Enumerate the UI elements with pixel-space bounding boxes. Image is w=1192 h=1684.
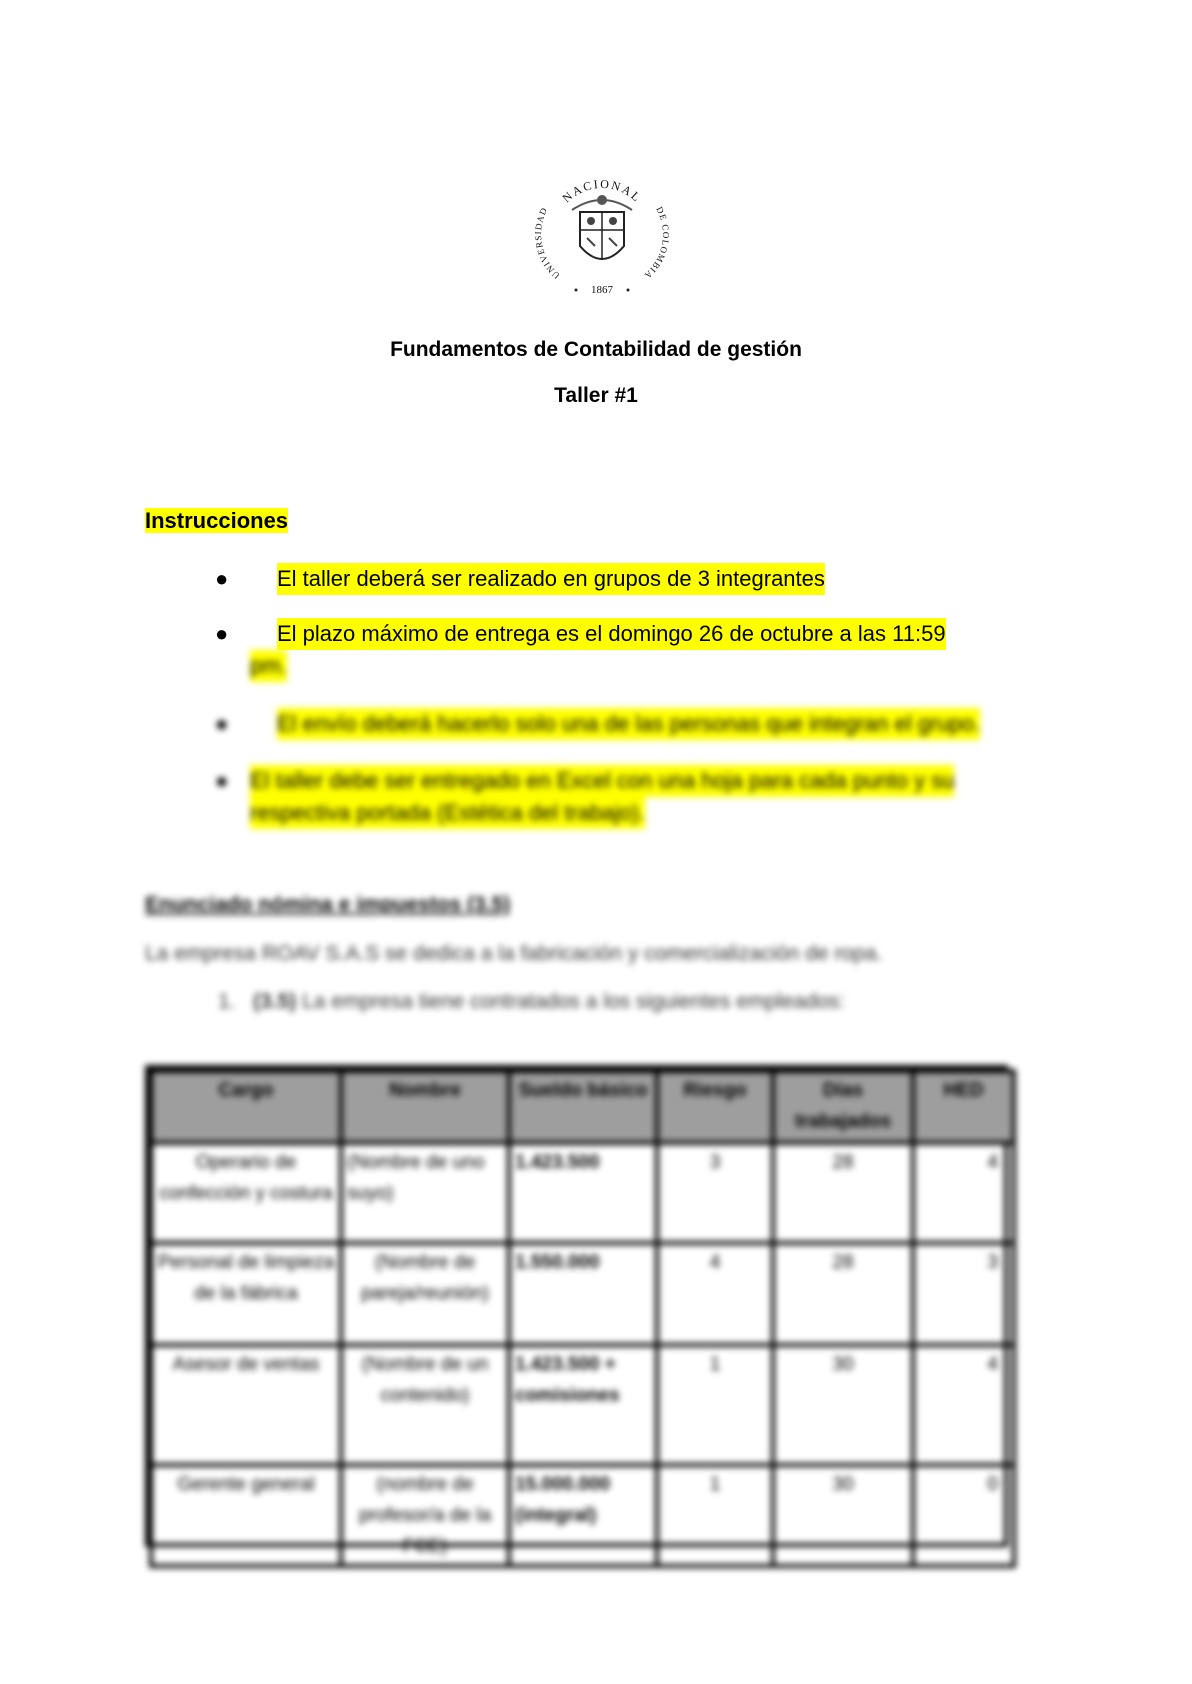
cell-cargo: Asesor de ventas bbox=[151, 1345, 341, 1465]
document-title: Fundamentos de Contabilidad de gestión bbox=[390, 338, 802, 361]
column-header-nombre: Nombre bbox=[341, 1071, 509, 1143]
column-header-hed: HED bbox=[913, 1071, 1014, 1143]
cell-dias: 28 bbox=[773, 1143, 913, 1243]
seal-right-text: DE COLOMBIA bbox=[642, 205, 671, 282]
instructions-heading: Instrucciones bbox=[145, 508, 289, 533]
seal-top-text: NACIONAL bbox=[559, 176, 645, 206]
instruction-item bbox=[215, 708, 1065, 742]
cell-riesgo: 1 bbox=[657, 1345, 773, 1465]
cell-hed: 3 bbox=[913, 1243, 1014, 1345]
enunciado-item-number: 1. bbox=[218, 990, 236, 1013]
cell-sueldo: 15.000.000 (integral) bbox=[509, 1465, 657, 1566]
seal-year: 1867 bbox=[591, 284, 613, 296]
cell-hed: 4 bbox=[913, 1143, 1014, 1243]
column-header-riesgo: Riesgo bbox=[657, 1071, 773, 1143]
cell-riesgo: 3 bbox=[657, 1143, 773, 1243]
cell-sueldo: 1.423.500 bbox=[509, 1143, 657, 1243]
enunciado-item-text: La empresa tiene contratados a los siguientes empleados: bbox=[302, 990, 845, 1013]
cell-riesgo: 4 bbox=[657, 1243, 773, 1345]
cell-cargo: Gerente general bbox=[151, 1465, 341, 1566]
cell-dias: 30 bbox=[773, 1465, 913, 1566]
seal-left-text: UNIVERSIDAD bbox=[533, 205, 562, 281]
table-row bbox=[151, 1243, 1014, 1345]
cell-hed: 0 bbox=[913, 1465, 1014, 1566]
cell-riesgo: 1 bbox=[657, 1465, 773, 1566]
cell-nombre: (Nombre de pareja/reunión) bbox=[341, 1243, 509, 1345]
cell-cargo: Operario de confección y costura bbox=[151, 1143, 341, 1243]
cell-nombre: (Nombre de un contenido) bbox=[341, 1345, 509, 1465]
cell-sueldo: 1.550.000 bbox=[509, 1243, 657, 1345]
cell-sueldo: 1.423.500 + comisiones bbox=[509, 1345, 657, 1465]
instruction-text-continued: respectiva portada (Estética del trabajo). bbox=[250, 797, 645, 829]
column-header-dias: Días trabajados bbox=[773, 1071, 913, 1143]
cell-hed: 4 bbox=[913, 1345, 1014, 1465]
instruction-item bbox=[215, 563, 1065, 597]
instruction-text: El envío deberá hacerlo solo una de las personas que integran el grupo. bbox=[277, 708, 980, 740]
bullet-icon: ● bbox=[215, 768, 229, 793]
seal-emblem-icon bbox=[532, 150, 672, 310]
bullet-icon: ● bbox=[215, 621, 229, 646]
enunciado-item bbox=[218, 990, 845, 1014]
enunciado-item-points: (3.5) bbox=[253, 990, 297, 1013]
enunciado-heading: Enunciado nómina e impuestos (3.5) bbox=[145, 893, 511, 916]
document-subtitle: Taller #1 bbox=[554, 384, 638, 407]
instruction-item bbox=[215, 618, 1065, 688]
table-row bbox=[151, 1143, 1014, 1243]
instruction-item bbox=[215, 765, 1065, 835]
cell-nombre: (Nombre de uno suyo) bbox=[341, 1143, 509, 1243]
table-row bbox=[151, 1345, 1014, 1465]
instruction-text-continued: pm. bbox=[250, 650, 287, 682]
cell-nombre: (nombre de profesor/a de la FCE) bbox=[341, 1465, 509, 1566]
bullet-icon: ● bbox=[215, 566, 229, 591]
instruction-text: El plazo máximo de entrega es el domingo 26 de octubre a las 11:59 bbox=[277, 618, 946, 650]
cell-cargo: Personal de limpieza de la fábrica bbox=[151, 1243, 341, 1345]
instruction-text: El taller deberá ser realizado en grupos de 3 integrantes bbox=[277, 563, 825, 595]
employees-table bbox=[145, 1065, 1008, 1557]
cell-dias: 30 bbox=[773, 1345, 913, 1465]
university-seal-logo bbox=[532, 150, 672, 310]
enunciado-paragraph: La empresa ROAV S.A.S se dedica a la fabricación y comercialización de ropa. bbox=[145, 942, 883, 965]
instruction-text: El taller debe ser entregado en Excel con una hoja para cada punto y su bbox=[250, 765, 954, 797]
bullet-icon: ● bbox=[215, 711, 229, 736]
column-header-sueldo: Sueldo básico bbox=[509, 1071, 657, 1143]
column-header-cargo: Cargo bbox=[151, 1071, 341, 1143]
table-row bbox=[151, 1465, 1014, 1566]
table-header-row bbox=[151, 1071, 1014, 1143]
cell-dias: 28 bbox=[773, 1243, 913, 1345]
